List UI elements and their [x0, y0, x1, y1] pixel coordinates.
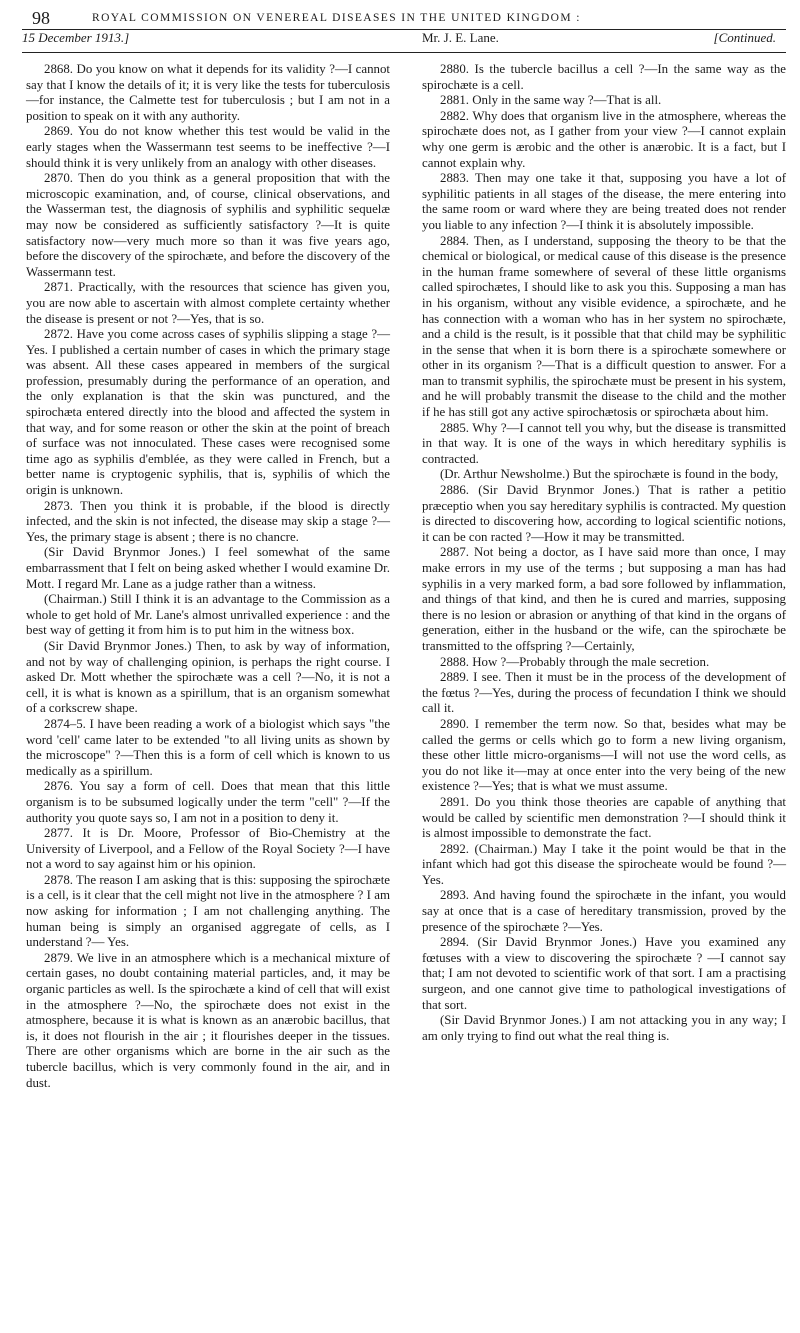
date-line	[22, 30, 786, 52]
paragraph: (Sir David Brynmor Jones.) Then, to ask by way of information, and not by way of challenging opinion, is perhaps the right course. I asked Dr. Mott whether the spirochæte was a cell ?—No, it is not a cell, it is what is known as a spirillum, that is an organism somewhat of a corkscrew shape.	[26, 638, 390, 716]
session-date: 15 December 1913.]	[22, 30, 130, 45]
paragraph: 2888. How ?—Probably through the male secretion.	[440, 654, 710, 669]
right-column	[422, 62, 786, 1044]
paragraph: 2882. Why does that organism live in the atmosphere, whereas the spirochæte does not, as I gather from your view ?—I cannot explain why one germ is ærobic and the other is anærobic. It is a fact, but I cannot explain why.	[422, 108, 786, 170]
paragraph: 2890. I remember the term now. So that, besides what may be called the germs or cells which go to form a new living organism, these other little micro-organisms—I will not use the word cells, as you do not like it—may at once enter into the very being of the new existence ?—Yes; that is what we must assume.	[422, 716, 786, 794]
paragraph: (Sir David Brynmor Jones.) I feel somewhat of the same embarrassment that I felt on being asked whether I would examine Dr. Mott. I regard Mr. Lane as a judge rather than a witness.	[26, 545, 390, 591]
paragraph: 2872. Have you come across cases of syphilis slipping a stage ?—Yes. I published a certain number of cases in which the primary stage was absent. All these cases appeared in members of the surgical profession, presumably during the performance of an operation, and the only explanation is that the skin was punctured, and the spirochæta entered directly into the blood and affected the system in that way, and for some reason or other the skin at the point of breach of surface was not innoculated. These cases were recognised some time ago as syphilis d'emblée, as they were called in French, but a better name is cryptogenic syphilis, that is, syphilis of which the origin is unknown.	[26, 327, 390, 498]
paragraph: 2886. (Sir David Brynmor Jones.) That is rather a petitio præceptio when you say hereditary syphilis is contracted. My question is directed to discovering how, according to logical scientific notions, it can be con racted ?—How it may be transmitted.	[422, 483, 786, 544]
paragraph: 2892. (Chairman.) May I take it the point would be that in the infant which had got this disease the spirocheate would be found ?—Yes.	[422, 841, 786, 887]
paragraph: 2869. You do not know whether this test would be valid in the early stages when the Wassermann test seems to be ineffective ?—I should think it is very unlikely from an analogy with other diseases.	[26, 124, 390, 170]
paragraph: (Dr. Arthur Newsholme.) But the spirochæte is found in the body,	[440, 467, 779, 482]
paragraph: 2881. Only in the same way ?—That is all.	[440, 93, 662, 108]
paragraph: 2870. Then do you think as a general proposition that with the microscopic examination, and, of course, clinical observations, and the Wasserman test, the diagnosis of syphilis and syphilitic sequelæ may now be considered as sufficiently satisfactory ?—It is quite satisfactory now—very much more so than it was five years ago, before the discovery of the spirochæte, and before the discovery of the Wassermann test.	[26, 171, 390, 279]
paragraph: 2868. Do you know on what it depends for its validity ?—I cannot say that I know the details of it; it is very like the tests for tuberculosis—for instance, the Calmette test for tuberculosis ; but I am not in a position to speak on it with any authority.	[26, 62, 390, 123]
paragraph: 2885. Why ?—I cannot tell you why, but the disease is transmitted in that way. It is one of the ways in which hereditary syphilis is contracted.	[422, 420, 786, 466]
paragraph: 2873. Then you think it is probable, if the blood is directly infected, and the skin is not infected, the disease may skip a stage ?—Yes, the primary stage is absent ; there is no chancre.	[26, 498, 390, 544]
body-columns	[26, 62, 788, 1322]
paragraph: 2876. You say a form of cell. Does that mean that this little organism is to be subsumed logically under the term "cell" ?—If the authority you quote says so, I am not in a position to deny it.	[26, 779, 390, 825]
paragraph: 2893. And having found the spirochæte in the infant, you would say at once that is a case of hereditary transmission, proved by the presence of the spirochæte ?—Yes.	[422, 888, 786, 934]
paragraph: 2884. Then, as I understand, supposing the theory to be that the chemical or biological, or medical cause of this disease is the presence in the human frame somewhere of several of these little organisms called spirochætes, I should like to ask you this. Supposing a man has in his organism, without any visible evidence, a spirochæte, and he has connection with a woman who has in her system no spirochæte, and a child is the result, is it possible that that child may be syphilitic in the sense that when it is born there is a spirochæte somewhere or other in its organism ?—That is a difficult question to answer. For a man to transmit syphilis, the spirochæte must be present in his system, and he will probably transmit the disease to the child and the mother if he has still got any active spirochætosis or spirochæta about him.	[422, 233, 786, 420]
paragraph: 2879. We live in an atmosphere which is a mechanical mixture of certain gases, no doubt containing material particles, and, it may be organic particles as well. Is the spirochæte a kind of cell that will exist in the atmosphere ?—No, the spirochæte does not exist in the atmosphere, because it is what is known as an anærobic bacillus, that is, it does not flourish in the air ; it flourishes deeper in the tissues. There are other organisms which are borne in the air such as the tubercle bacillus, which is very commonly found in the air, and in dust.	[26, 950, 390, 1090]
date-rule	[22, 52, 786, 53]
paragraph: 2878. The reason I am asking that is this: supposing the spirochæte is a cell, is it clear that the cell might not live in the atmosphere ? I am now asking for information ; I am not challenging anything. The human being is simply an organised aggregate of cells, as I understand ?— Yes.	[26, 872, 390, 950]
paragraph: 2871. Practically, with the resources that science has given you, you are now able to ascertain with almost complete certainty whether the disease is present or not ?—Yes, that is so.	[26, 280, 390, 326]
continued-label: [Continued.	[713, 30, 776, 45]
page-number: 98	[32, 8, 50, 28]
paragraph: 2883. Then may one take it that, supposing you have a lot of syphilitic patients in all stages of the disease, the mere entering into the same room or ward where they are being treated does not render you liable to any infection ?—I think it is absolutely impossible.	[422, 171, 786, 232]
paragraph: (Chairman.) Still I think it is an advantage to the Commission as a whole to get hold of Mr. Lane's almost unrivalled experience : and the best way of getting it from him is to put him in the witness box.	[26, 592, 390, 638]
paragraph: 2880. Is the tubercle bacillus a cell ?—In the same way as the spirochæte is a cell.	[422, 62, 786, 92]
running-title: ROYAL COMMISSION ON VENEREAL DISEASES IN THE UNITED KINGDOM :	[92, 12, 581, 24]
paragraph: 2891. Do you think those theories are capable of anything that would be called by scientific men demonstration ?—I should think it is almost impossible to demonstrate the fact.	[422, 794, 786, 841]
paragraph: 2894. (Sir David Brynmor Jones.) Have you examined any fœtuses with a view to discovering the spirochæte ? —I cannot say that; I am not devoted to scientific work of that sort. I am a practising surgeon, and one cannot give time to pathological investigations of that sort.	[422, 935, 786, 1012]
witness-name: Mr. J. E. Lane.	[422, 30, 499, 45]
paragraph: 2877. It is Dr. Moore, Professor of Bio-Chemistry at the University of Liverpool, and a Fellow of the Royal Society ?—I have not a word to say against him or his opinion.	[26, 826, 390, 872]
paragraph: 2874–5. I have been reading a work of a biologist which says "the word 'cell' came later to be extended "to all living units as shown by the microscope" ?—Then this is a form of cell which is known to us medically as a spirillum.	[26, 716, 390, 778]
left-column	[26, 62, 390, 1091]
paragraph: 2887. Not being a doctor, as I have said more than once, I may make errors in my use of the terms ; but supposing a man has had syphilis in a very marked form, a bad sore followed by inflammation, and things of that kind, and then he is cured and marries, supposing there is no lesion or abrasion or anything of that kind in the organs of generation, either in the husband or the wife, can the spirochæte be transmitted to the offspring ?—Certainly,	[422, 545, 786, 653]
paragraph: 2889. I see. Then it must be in the process of the development of the fœtus ?—Yes, during the process of fecundation I think we should call it.	[422, 670, 786, 716]
paragraph: (Sir David Brynmor Jones.) I am not attacking you in any way; I am only trying to find out what the real thing is.	[422, 1013, 786, 1043]
